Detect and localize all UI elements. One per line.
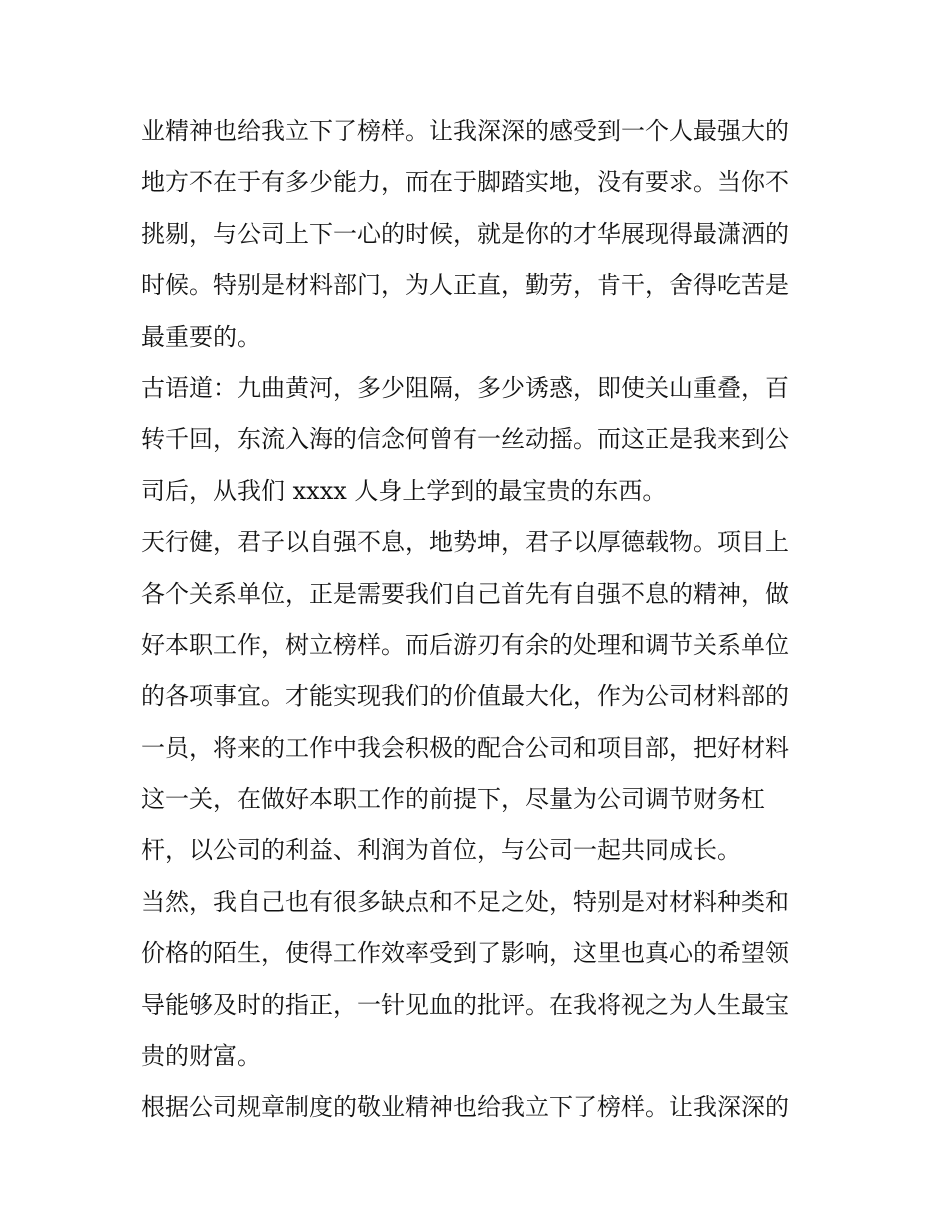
text-line: 价格的陌生，使得工作效率受到了影响，这里也真心的希望领	[141, 939, 789, 968]
text-line: 挑剔，与公司上下一心的时候，就是你的才华展现得最潇洒的	[141, 219, 789, 248]
text-line: 的各项事宜。才能实现我们的价值最大化，作为公司材料部的	[141, 682, 789, 711]
text-line: 地方不在于有多少能力，而在于脚踏实地，没有要求。当你不	[141, 168, 789, 197]
text-line: 导能够及时的指正，一针见血的批评。在我将视之为人生最宝	[141, 990, 789, 1019]
text-line: 业精神也给我立下了榜样。让我深深的感受到一个人最强大的	[141, 117, 789, 145]
text-line: 这一关，在做好本职工作的前提下，尽量为公司调节财务杠	[141, 785, 765, 814]
text-line: 贵的财富。	[141, 1042, 261, 1071]
text-line: 一员，将来的工作中我会积极的配合公司和项目部，把好材料	[141, 733, 789, 762]
text-line: 最重要的。	[141, 322, 261, 351]
text-line: 杆，以公司的利益、利润为首位，与公司一起共同成长。	[141, 836, 741, 865]
text-line: 司后，从我们 xxxx 人身上学到的最宝贵的东西。	[141, 476, 667, 505]
text-line: 好本职工作，树立榜样。而后游刃有余的处理和调节关系单位	[141, 630, 789, 659]
text-line: 当然，我自己也有很多缺点和不足之处，特别是对材料种类和	[141, 887, 789, 916]
text-line: 根据公司规章制度的敬业精神也给我立下了榜样。让我深深的	[141, 1093, 789, 1122]
text-line: 天行健，君子以自强不息，地势坤，君子以厚德载物。项目上	[141, 528, 789, 557]
text-line: 古语道：九曲黄河，多少阻隔，多少诱惑，即使关山重叠，百	[141, 373, 789, 402]
document-body	[141, 106, 816, 1134]
text-line: 时候。特别是材料部门，为人正直，勤劳，肯干，舍得吃苦是	[141, 271, 789, 300]
text-line: 转千回，东流入海的信念何曾有一丝动摇。而这正是我来到公	[141, 425, 789, 454]
text-line: 各个关系单位，正是需要我们自己首先有自强不息的精神，做	[141, 579, 789, 608]
